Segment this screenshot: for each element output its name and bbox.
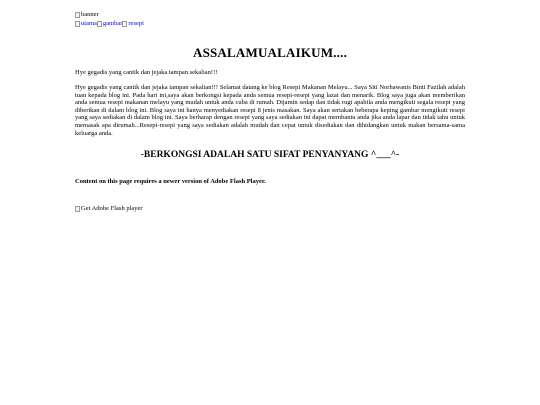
flash-notice: Content on this page requires a newer version of Adobe Flash Player. [75,178,266,186]
greeting-text: Hye gegadis yang cantik dan jejaka tampan sekalian!!! [75,69,218,76]
get-flash-link[interactable] [75,199,143,216]
broken-image-icon [75,21,80,27]
nav-link-resepi-label: resepi [128,20,144,27]
nav-link-resepi[interactable] [122,14,144,31]
nav-bar [75,14,465,27]
intro-paragraph: Hye gegadis yang cantik dan jejaka tampan sekalian!!! Selamat datang ke blog Resepi Makanan Melayu... Saya Siti Norhawanis Binti Fazilah adalah tuan kepada blog ini. Pada hari ini,saya akan berkongsi kepada anda semua resepi-resepi yang lazat dan menarik. Blog saya juga akan memberikan anda semua resepi makanan melayu yang mudah untuk anda cuba di rumah. Dijamin sedap dan tidak rugi apabila anda mengikuti segala resepi yang diberikan di dalam blog ini. Blog saya ini hanya menyediakan resepi 8 jenis masakan. Saya akan sertakan beberapa keping gambar mengikuti resepi yang saya sediakan di dalam blog ini. Saya berharap dengan resepi yang saya sediakan ini dapat membantu anda jika anda lapar dan tidak tahu untuk memasak apa dirumah...Resepi-resepi yang saya sediakan adalah mudah dan cepat untuk disediakan dan dihidangkan untuk makan bersama-sama keluarga anda. [75,84,465,137]
broken-image-icon [75,206,80,212]
nav-link-gambar[interactable] [97,14,123,31]
get-flash-container [75,199,465,213]
slogan-heading: -BERKONGSI ADALAH SATU SIFAT PENYANYANG ^___^- [140,150,400,161]
nav-link-gambar-label: gambar [102,20,123,27]
page-content [75,5,465,213]
broken-image-icon [122,21,127,27]
nav-link-utama[interactable] [75,14,97,31]
nav-link-utama-label: utama [81,20,97,27]
page-heading: ASSALAMUALAIKUM.... [192,45,348,60]
broken-image-icon [97,21,102,27]
banner-image [75,5,465,18]
banner-alt-text: banner [81,11,99,18]
get-flash-alt-text: Get Adobe Flash player [81,205,143,213]
